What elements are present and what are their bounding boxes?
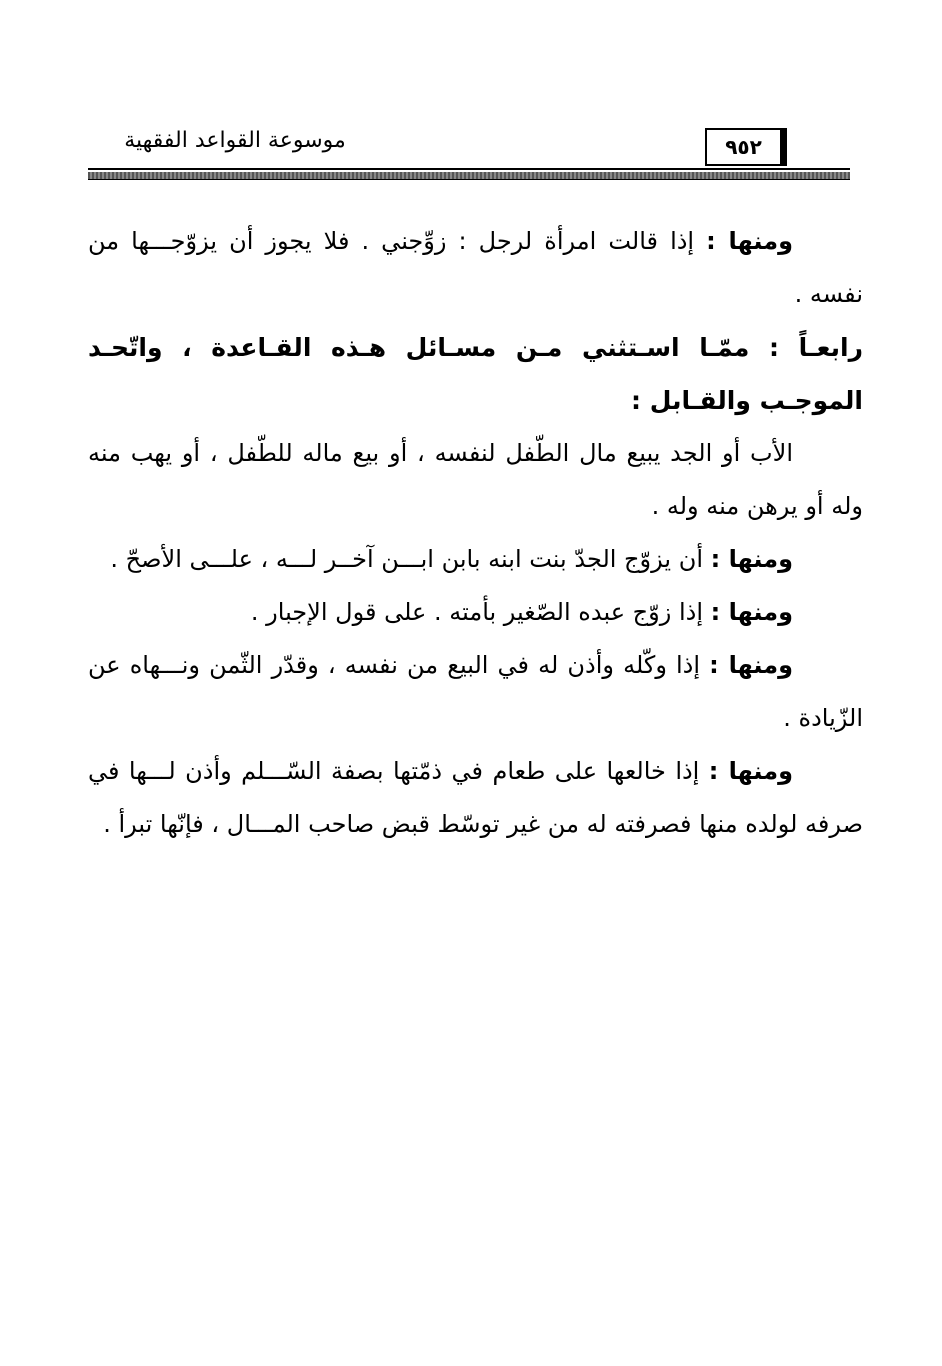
header-rule-thin	[88, 168, 850, 170]
page-number	[705, 128, 787, 166]
paragraph-text: إذا قالت امرأة لرجل : زوِّجني . فلا يجوز أن يزوّجـــها من نفسه .	[88, 227, 863, 308]
keyword-label: ومنها :	[710, 598, 793, 626]
page-number-text: ٩٥٢	[725, 135, 762, 159]
keyword-label: ومنها :	[710, 545, 793, 573]
paragraph-6	[88, 639, 863, 745]
paragraph-1	[88, 215, 863, 321]
paragraph-text: إذا خالعها على طعام في ذمّتها بصفة السّـــلم وأذن لـــها في صرفه لولده منها فصرفته له من غير توسّط قبض صاحب المـــال ، فإنّها تبرأ .	[88, 757, 863, 838]
paragraph-7	[88, 745, 863, 851]
paragraph-3: الأب أو الجد يبيع مال الطّفل لنفسه ، أو بيع ماله للطّفل ، أو يهب منه وله أو يرهن منه وله .	[88, 439, 863, 520]
running-title: موسوعة القواعد الفقهية	[124, 128, 346, 153]
body-text	[88, 215, 863, 851]
section-heading: رابعـاً : ممّـا اسـتثني مـن مسـائل هـذه القـاعدة ، واتّحـد الموجـب والقـابل :	[88, 333, 863, 415]
paragraph-text: إذا وكّله وأذن له في البيع من نفسه ، وقدّر الثّمن ونـــهاه عن الزّيادة .	[88, 651, 863, 732]
paragraph-text: أن يزوّج الجدّ بنت ابنه بابن ابـــن آخــر لـــه ، علـــى الأصحّ .	[110, 545, 711, 573]
keyword-label: ومنها :	[709, 651, 793, 679]
header-rule-thick	[88, 172, 850, 180]
paragraph-text: إذا زوّج عبده الصّغير بأمته . على قول الإجبار .	[250, 598, 711, 626]
keyword-label: ومنها :	[708, 757, 793, 785]
paragraph-4	[88, 533, 863, 586]
paragraph-5	[88, 586, 863, 639]
keyword-label: ومنها :	[706, 227, 793, 255]
